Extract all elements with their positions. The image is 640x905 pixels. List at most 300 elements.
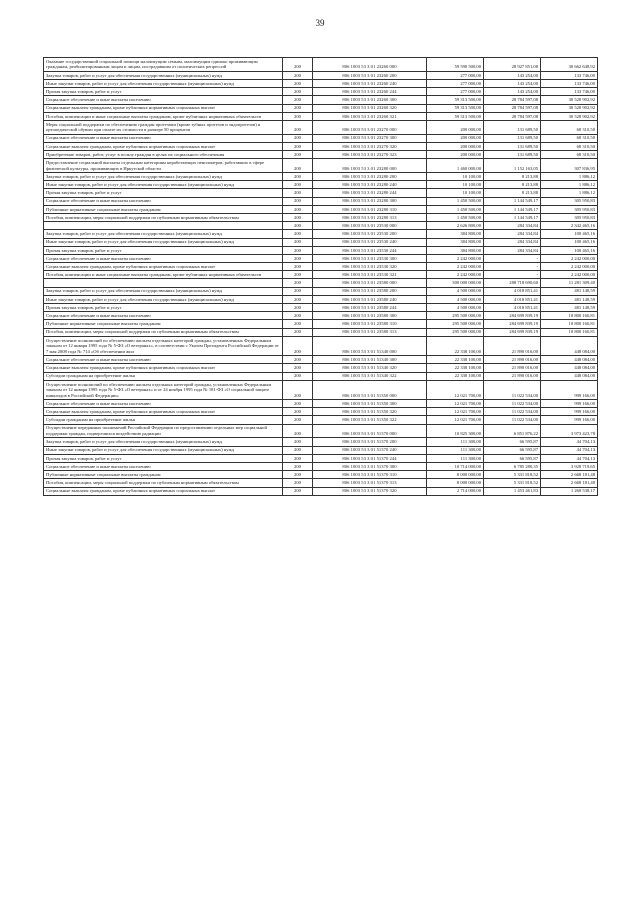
- row-kbk-cell: 806 1003 53 3 01 51340 320: [313, 364, 427, 372]
- row-code-cell: 200: [283, 400, 313, 408]
- row-code-cell: 200: [283, 79, 313, 87]
- row-plan-cell: 2 242 000,00: [427, 254, 484, 262]
- row-code-cell: 200: [283, 408, 313, 416]
- row-name-cell: Закупка товаров, работ и услуг для обеспечения государственных (муниципальных) нужд: [44, 71, 283, 79]
- row-code-cell: 200: [283, 142, 313, 150]
- row-rest-cell: 481 148,59: [541, 295, 598, 303]
- row-kbk-cell: 806 1003 53 3 01 51340 322: [313, 372, 427, 380]
- row-exec-cell: 28 784 597,08: [484, 96, 541, 104]
- row-rest-cell: 133 746,00: [541, 79, 598, 87]
- row-plan-cell: 12 021 700,00: [427, 380, 484, 399]
- row-code-cell: 200: [283, 463, 313, 471]
- table-row: [44, 380, 598, 399]
- row-exec-cell: 28 784 597,08: [484, 112, 541, 120]
- table-row: [44, 312, 598, 320]
- row-kbk-cell: 806 1003 53 3 01 23280 300: [313, 197, 427, 205]
- row-rest-cell: 11 281 309,40: [541, 279, 598, 287]
- table-row: [44, 487, 598, 495]
- table-row: [44, 295, 598, 303]
- row-rest-cell: 30 528 902,92: [541, 96, 598, 104]
- table-row: [44, 58, 598, 72]
- row-name-cell: Осуществление полномочий по обеспечению жильем отдельных категорий граждан, установленных Федеральным законом от 12 января 1995 года № 5-ФЗ «О ветеранах» и от 24 ноября 1995 года № 181-ФЗ «О социальной защите инвалидов в Российской Федерации»: [44, 380, 283, 399]
- table-row: [44, 230, 598, 238]
- row-exec-cell: 284 334,84: [484, 246, 541, 254]
- row-kbk-cell: 806 1003 53 3 01 23530 000: [313, 222, 427, 230]
- row-rest-cell: 305 950,83: [541, 213, 598, 221]
- row-name-cell: Пособия, компенсации, меры социальной поддержки по публичным нормативным обязательствам: [44, 213, 283, 221]
- row-plan-cell: 12 021 700,00: [427, 408, 484, 416]
- row-exec-cell: 1 144 549,17: [484, 205, 541, 213]
- row-kbk-cell: 806 1003 53 3 01 51370 310: [313, 471, 427, 479]
- row-rest-cell: 999 166,00: [541, 400, 598, 408]
- row-rest-cell: 3 973 423,78: [541, 424, 598, 438]
- table-row: [44, 88, 598, 96]
- table-row: [44, 173, 598, 181]
- row-kbk-cell: 806 1003 53 3 01 23530 240: [313, 238, 427, 246]
- row-rest-cell: 1 886,12: [541, 173, 598, 181]
- row-kbk-cell: 806 1003 53 3 01 23260 000: [313, 58, 427, 72]
- row-kbk-cell: 806 1003 53 3 01 23580 313: [313, 328, 427, 336]
- row-rest-cell: 448 084,00: [541, 336, 598, 355]
- row-exec-cell: 66 595,87: [484, 446, 541, 454]
- row-name-cell: Осуществление полномочий по обеспечению жильем отдельных категорий граждан, установленных Федеральным законом от 12 января 1995 года № 5-ФЗ «О ветеранах», в соответствии с Указом Президента Российской Федерации от 7 мая 2008 года № 714 «Об обеспечении жил: [44, 336, 283, 355]
- row-code-cell: 200: [283, 238, 313, 246]
- row-kbk-cell: 806 1003 53 3 01 23280 244: [313, 189, 427, 197]
- table-row: [44, 134, 598, 142]
- row-plan-cell: 111 300,00: [427, 454, 484, 462]
- row-kbk-cell: 806 1003 53 3 01 51370 313: [313, 479, 427, 487]
- row-rest-cell: 68 310,50: [541, 134, 598, 142]
- row-kbk-cell: 806 1003 53 3 01 51370 300: [313, 463, 427, 471]
- row-rest-cell: 999 166,00: [541, 380, 598, 399]
- table-row: [44, 446, 598, 454]
- row-exec-cell: 6 785 280,35: [484, 463, 541, 471]
- row-rest-cell: 2 668 181,48: [541, 479, 598, 487]
- row-code-cell: 200: [283, 134, 313, 142]
- row-kbk-cell: 806 1003 53 3 01 51370 000: [313, 424, 427, 438]
- row-rest-cell: 448 084,00: [541, 356, 598, 364]
- row-plan-cell: 59 590 500,00: [427, 58, 484, 72]
- row-exec-cell: 4 018 851,41: [484, 295, 541, 303]
- row-rest-cell: 44 704,13: [541, 454, 598, 462]
- row-code-cell: 200: [283, 487, 313, 495]
- row-plan-cell: 59 313 500,00: [427, 96, 484, 104]
- row-exec-cell: 284 334,84: [484, 230, 541, 238]
- row-name-cell: Социальные выплаты гражданам, кроме публичных нормативных социальных выплат: [44, 487, 283, 495]
- row-name-cell: Социальное обеспечение и иные выплаты населению: [44, 356, 283, 364]
- row-exec-cell: 21 890 016,00: [484, 364, 541, 372]
- row-name-cell: Публичные нормативные социальные выплаты гражданам: [44, 205, 283, 213]
- row-code-cell: 200: [283, 159, 313, 173]
- row-kbk-cell: 806 1003 53 3 01 51370 320: [313, 487, 427, 495]
- row-plan-cell: 12 021 700,00: [427, 400, 484, 408]
- table-row: [44, 181, 598, 189]
- row-plan-cell: 4 500 000,00: [427, 295, 484, 303]
- row-kbk-cell: 806 1003 53 3 01 51340 300: [313, 356, 427, 364]
- row-code-cell: 200: [283, 279, 313, 287]
- row-name-cell: Осуществление переданных полномочий Российской Федерации по предоставлению отдельных мер социальной поддержки граждан, подвергшихся воздействию радиации: [44, 424, 283, 438]
- table-row: [44, 205, 598, 213]
- row-name-cell: Социальные выплаты гражданам, кроме публичных нормативных социальных выплат: [44, 142, 283, 150]
- row-name-cell: Приобретение товаров, работ, услуг в пользу граждан в целях их социального обеспечения: [44, 151, 283, 159]
- row-plan-cell: 2 626 800,00: [427, 222, 484, 230]
- row-plan-cell: 200 000,00: [427, 142, 484, 150]
- row-code-cell: 200: [283, 312, 313, 320]
- row-kbk-cell: 806 1003 53 3 01 23530 300: [313, 254, 427, 262]
- row-exec-cell: 4 018 851,41: [484, 287, 541, 295]
- row-name-cell: Субсидии гражданам на приобретение жилья: [44, 372, 283, 380]
- row-name-cell: Социальное обеспечение и иные выплаты населению: [44, 463, 283, 471]
- row-rest-cell: 30 662 648,92: [541, 58, 598, 72]
- row-exec-cell: 5 331 818,52: [484, 471, 541, 479]
- row-exec-cell: 131 689,50: [484, 134, 541, 142]
- row-exec-cell: 288 718 690,60: [484, 279, 541, 287]
- row-name-cell: Иные закупки товаров, работ и услуг для обеспечения государственных (муниципальных) нужд: [44, 295, 283, 303]
- row-name-cell: Публичные нормативные социальные выплаты гражданам: [44, 320, 283, 328]
- row-kbk-cell: 806 1003 53 3 01 23270 323: [313, 151, 427, 159]
- row-rest-cell: 68 310,50: [541, 142, 598, 150]
- row-plan-cell: 200 000,00: [427, 120, 484, 134]
- table-row: [44, 320, 598, 328]
- row-rest-cell: 481 148,59: [541, 304, 598, 312]
- row-name-cell: Пособия, компенсации и иные социальные выплаты гражданам, кроме публичных нормативных обязательств: [44, 112, 283, 120]
- row-plan-cell: 12 021 700,00: [427, 416, 484, 424]
- table-row: [44, 197, 598, 205]
- row-code-cell: 200: [283, 471, 313, 479]
- row-kbk-cell: 806 1003 53 3 01 23530 321: [313, 271, 427, 279]
- row-plan-cell: 8 000 000,00: [427, 471, 484, 479]
- row-name-cell: Иные закупки товаров, работ и услуг для обеспечения государственных (муниципальных) нужд: [44, 181, 283, 189]
- table-row: [44, 238, 598, 246]
- table-row: [44, 416, 598, 424]
- row-exec-cell: 11 022 534,00: [484, 408, 541, 416]
- row-exec-cell: 1 152 163,05: [484, 159, 541, 173]
- row-exec-cell: 28 927 851,08: [484, 58, 541, 72]
- row-kbk-cell: 806 1003 53 3 01 51370 200: [313, 438, 427, 446]
- row-code-cell: 200: [283, 380, 313, 399]
- row-name-cell: Социальное обеспечение и иные выплаты населению: [44, 400, 283, 408]
- row-code-cell: 200: [283, 88, 313, 96]
- row-exec-cell: 8 213,88: [484, 173, 541, 181]
- row-name-cell: Прочая закупка товаров, работ и услуг: [44, 88, 283, 96]
- table-row: [44, 479, 598, 487]
- row-plan-cell: 111 300,00: [427, 446, 484, 454]
- row-rest-cell: 44 704,13: [541, 438, 598, 446]
- row-plan-cell: 1 450 500,00: [427, 197, 484, 205]
- row-name-cell: Пособия, компенсации, меры социальной поддержки по публичным нормативным обязательствам: [44, 479, 283, 487]
- row-rest-cell: 44 704,13: [541, 446, 598, 454]
- row-code-cell: 200: [283, 479, 313, 487]
- table-row: [44, 372, 598, 380]
- row-kbk-cell: 806 1003 53 3 01 23280 000: [313, 159, 427, 173]
- table-row: [44, 151, 598, 159]
- row-kbk-cell: 806 1003 53 3 01 23530 320: [313, 263, 427, 271]
- row-name-cell: Социальные выплаты гражданам, кроме публичных нормативных социальных выплат: [44, 104, 283, 112]
- row-code-cell: 200: [283, 416, 313, 424]
- row-kbk-cell: 806 1003 53 3 01 23530 244: [313, 246, 427, 254]
- table-row: [44, 336, 598, 355]
- table-row: [44, 189, 598, 197]
- row-rest-cell: 307 836,95: [541, 159, 598, 173]
- row-kbk-cell: 806 1003 53 3 01 23580 244: [313, 304, 427, 312]
- row-code-cell: 200: [283, 271, 313, 279]
- row-plan-cell: 1 450 500,00: [427, 205, 484, 213]
- row-plan-cell: 22 338 100,00: [427, 356, 484, 364]
- row-exec-cell: 8 213,88: [484, 189, 541, 197]
- row-plan-cell: 200 000,00: [427, 151, 484, 159]
- row-rest-cell: 2 342 465,16: [541, 222, 598, 230]
- row-name-cell: Закупка товаров, работ и услуг для обеспечения государственных (муниципальных) нужд: [44, 287, 283, 295]
- row-exec-cell: 5 331 818,52: [484, 479, 541, 487]
- table-row: [44, 438, 598, 446]
- table-body: [44, 58, 598, 496]
- row-exec-cell: 1 144 549,17: [484, 213, 541, 221]
- row-exec-cell: 11 022 534,00: [484, 416, 541, 424]
- row-name-cell: Закупка товаров, работ и услуг для обеспечения государственных (муниципальных) нужд: [44, 230, 283, 238]
- row-plan-cell: 384 800,00: [427, 230, 484, 238]
- row-name-cell: Социальное обеспечение и иные выплаты населению: [44, 197, 283, 205]
- row-kbk-cell: 806 1003 53 3 01 23280 313: [313, 213, 427, 221]
- table-row: [44, 263, 598, 271]
- row-exec-cell: 66 595,87: [484, 438, 541, 446]
- row-plan-cell: 10 100,00: [427, 173, 484, 181]
- row-name-cell: Меры социальной поддержки по обеспечению граждан протезами (кроме зубных протезов и эндопротезов) и ортопедической обувью при оплате их стоимости в размере 50 процентов: [44, 120, 283, 134]
- row-code-cell: 200: [283, 446, 313, 454]
- row-exec-cell: -: [484, 271, 541, 279]
- row-rest-cell: 1 886,12: [541, 189, 598, 197]
- table-row: [44, 222, 598, 230]
- row-plan-cell: 8 000 000,00: [427, 479, 484, 487]
- table-row: [44, 424, 598, 438]
- row-code-cell: 200: [283, 151, 313, 159]
- table-row: [44, 254, 598, 262]
- row-exec-cell: 21 890 016,00: [484, 372, 541, 380]
- row-exec-cell: 284 334,84: [484, 222, 541, 230]
- row-kbk-cell: 806 1003 53 3 01 23260 300: [313, 96, 427, 104]
- row-name-cell: Публичные нормативные социальные выплаты гражданам: [44, 471, 283, 479]
- row-rest-cell: 305 950,83: [541, 197, 598, 205]
- row-plan-cell: 295 500 000,00: [427, 320, 484, 328]
- row-rest-cell: 1 260 538,17: [541, 487, 598, 495]
- row-kbk-cell: 806 1003 53 3 01 51370 240: [313, 446, 427, 454]
- table-row: [44, 271, 598, 279]
- row-name-cell: Оказание государственной социальной помощи малоимущим семьям, малоимущим одиноко проживающим гражданам, реабилитированным лицам и лицам, пострадавшим от политических репрессий: [44, 58, 283, 72]
- row-code-cell: 200: [283, 104, 313, 112]
- row-plan-cell: 10 100,00: [427, 181, 484, 189]
- table-row: [44, 71, 598, 79]
- row-rest-cell: 30 528 902,92: [541, 112, 598, 120]
- row-name-cell: Социальные выплаты гражданам, кроме публичных нормативных социальных выплат: [44, 263, 283, 271]
- row-exec-cell: 1 453 461,83: [484, 487, 541, 495]
- row-rest-cell: 2 242 000,00: [541, 271, 598, 279]
- row-name-cell: Прочая закупка товаров, работ и услуг: [44, 189, 283, 197]
- row-exec-cell: 8 213,88: [484, 181, 541, 189]
- table-row: [44, 364, 598, 372]
- row-code-cell: 200: [283, 454, 313, 462]
- row-plan-cell: 22 338 100,00: [427, 372, 484, 380]
- table-row: [44, 159, 598, 173]
- row-plan-cell: 1 450 500,00: [427, 213, 484, 221]
- row-exec-cell: 143 254,00: [484, 79, 541, 87]
- row-code-cell: 200: [283, 58, 313, 72]
- row-name-cell: Пособия, компенсации и иные социальные выплаты гражданам, кроме публичных нормативных обязательств: [44, 271, 283, 279]
- row-code-cell: 200: [283, 112, 313, 120]
- row-exec-cell: 284 699 839,19: [484, 328, 541, 336]
- row-code-cell: 200: [283, 372, 313, 380]
- row-code-cell: 200: [283, 173, 313, 181]
- row-name-cell: Прочая закупка товаров, работ и услуг: [44, 454, 283, 462]
- row-name-cell: Социальные выплаты гражданам, кроме публичных нормативных социальных выплат: [44, 364, 283, 372]
- row-code-cell: 200: [283, 320, 313, 328]
- row-kbk-cell: 806 1003 53 3 01 23270 000: [313, 120, 427, 134]
- table-row: [44, 287, 598, 295]
- row-plan-cell: 4 500 000,00: [427, 287, 484, 295]
- row-kbk-cell: 806 1003 53 3 01 23260 200: [313, 71, 427, 79]
- row-code-cell: 200: [283, 424, 313, 438]
- row-plan-cell: 59 313 500,00: [427, 112, 484, 120]
- row-plan-cell: 2 714 000,00: [427, 487, 484, 495]
- row-name-cell: Прочая закупка товаров, работ и услуг: [44, 304, 283, 312]
- table-row: [44, 79, 598, 87]
- row-rest-cell: 10 800 160,81: [541, 320, 598, 328]
- row-code-cell: 200: [283, 254, 313, 262]
- table-row: [44, 112, 598, 120]
- row-exec-cell: 1 144 549,17: [484, 197, 541, 205]
- table-row: [44, 328, 598, 336]
- row-plan-cell: 384 800,00: [427, 246, 484, 254]
- row-kbk-cell: 806 1003 53 3 01 23270 300: [313, 134, 427, 142]
- row-code-cell: 200: [283, 304, 313, 312]
- row-rest-cell: 2 242 000,00: [541, 263, 598, 271]
- row-exec-cell: 143 254,00: [484, 71, 541, 79]
- row-rest-cell: 2 242 000,00: [541, 254, 598, 262]
- table-row: [44, 471, 598, 479]
- row-kbk-cell: 806 1003 53 3 01 23580 300: [313, 312, 427, 320]
- row-name-cell: Предоставление социальной выплаты отдельным категориям неработающих пенсионеров, работавших в сфере физической культуры, проживающих в Иркутской области: [44, 159, 283, 173]
- row-code-cell: 200: [283, 336, 313, 355]
- row-name-cell: Иные закупки товаров, работ и услуг для обеспечения государственных (муниципальных) нужд: [44, 446, 283, 454]
- row-plan-cell: 277 000,00: [427, 79, 484, 87]
- row-kbk-cell: 806 1003 53 3 01 23530 200: [313, 230, 427, 238]
- row-code-cell: 200: [283, 328, 313, 336]
- row-kbk-cell: 806 1003 53 3 01 51350 320: [313, 408, 427, 416]
- row-kbk-cell: 806 1003 53 3 01 23260 321: [313, 112, 427, 120]
- row-plan-cell: 10 100,00: [427, 189, 484, 197]
- row-code-cell: 200: [283, 181, 313, 189]
- row-plan-cell: 295 500 000,00: [427, 328, 484, 336]
- row-kbk-cell: 806 1003 53 3 01 23580 200: [313, 287, 427, 295]
- row-name-cell: Социальное обеспечение и иные выплаты населению: [44, 254, 283, 262]
- row-kbk-cell: 806 1003 53 3 01 23280 240: [313, 181, 427, 189]
- row-code-cell: 200: [283, 197, 313, 205]
- row-exec-cell: 28 784 597,08: [484, 104, 541, 112]
- row-kbk-cell: 806 1003 53 3 01 51370 244: [313, 454, 427, 462]
- row-rest-cell: 10 800 160,81: [541, 328, 598, 336]
- row-exec-cell: 284 334,84: [484, 238, 541, 246]
- row-kbk-cell: 806 1003 53 3 01 51340 000: [313, 336, 427, 355]
- row-kbk-cell: 806 1003 53 3 01 23580 000: [313, 279, 427, 287]
- row-rest-cell: 1 886,12: [541, 181, 598, 189]
- table-row: [44, 304, 598, 312]
- row-exec-cell: 21 890 016,00: [484, 336, 541, 355]
- row-plan-cell: 277 000,00: [427, 88, 484, 96]
- row-rest-cell: 100 465,16: [541, 238, 598, 246]
- row-rest-cell: 481 148,59: [541, 287, 598, 295]
- row-exec-cell: 11 022 534,00: [484, 380, 541, 399]
- row-code-cell: 200: [283, 120, 313, 134]
- row-rest-cell: 448 084,00: [541, 372, 598, 380]
- row-code-cell: 200: [283, 205, 313, 213]
- row-kbk-cell: 806 1003 53 3 01 51350 300: [313, 400, 427, 408]
- row-exec-cell: 131 689,50: [484, 142, 541, 150]
- row-code-cell: 200: [283, 438, 313, 446]
- row-exec-cell: 21 890 016,00: [484, 356, 541, 364]
- table-row: [44, 408, 598, 416]
- row-plan-cell: 277 000,00: [427, 71, 484, 79]
- row-code-cell: 200: [283, 246, 313, 254]
- row-kbk-cell: 806 1003 53 3 01 51350 322: [313, 416, 427, 424]
- table-row: [44, 142, 598, 150]
- row-rest-cell: 999 166,00: [541, 416, 598, 424]
- row-rest-cell: 305 950,83: [541, 205, 598, 213]
- row-name-cell: Прочая закупка товаров, работ и услуг: [44, 246, 283, 254]
- row-rest-cell: 100 465,16: [541, 246, 598, 254]
- row-rest-cell: 100 465,16: [541, 230, 598, 238]
- row-exec-cell: 131 689,50: [484, 120, 541, 134]
- row-exec-cell: 131 689,50: [484, 151, 541, 159]
- row-name-cell: Социальное обеспечение и иные выплаты населению: [44, 134, 283, 142]
- table-row: [44, 279, 598, 287]
- row-rest-cell: 2 668 181,48: [541, 471, 598, 479]
- row-exec-cell: 66 595,87: [484, 454, 541, 462]
- row-code-cell: 200: [283, 263, 313, 271]
- row-plan-cell: 384 800,00: [427, 238, 484, 246]
- table-row: [44, 356, 598, 364]
- row-kbk-cell: 806 1003 53 3 01 23270 320: [313, 142, 427, 150]
- table-row: [44, 104, 598, 112]
- row-rest-cell: 10 800 160,81: [541, 312, 598, 320]
- row-rest-cell: 999 166,00: [541, 408, 598, 416]
- row-rest-cell: 68 310,50: [541, 151, 598, 159]
- row-name-cell: Социальное обеспечение и иные выплаты населению: [44, 312, 283, 320]
- row-kbk-cell: 806 1003 53 3 01 23260 240: [313, 79, 427, 87]
- row-plan-cell: 4 500 000,00: [427, 304, 484, 312]
- row-plan-cell: 2 242 000,00: [427, 263, 484, 271]
- budget-execution-table: [43, 57, 598, 496]
- row-plan-cell: 1 460 000,00: [427, 159, 484, 173]
- row-name-cell: [44, 279, 283, 287]
- row-exec-cell: -: [484, 263, 541, 271]
- row-name-cell: Пособия, компенсации, меры социальной поддержки по публичным нормативным обязательствам: [44, 328, 283, 336]
- row-plan-cell: 22 338 100,00: [427, 336, 484, 355]
- table-row: [44, 96, 598, 104]
- row-rest-cell: 133 746,00: [541, 71, 598, 79]
- row-plan-cell: 295 500 000,00: [427, 312, 484, 320]
- row-code-cell: 200: [283, 71, 313, 79]
- row-kbk-cell: 806 1003 53 3 01 23580 310: [313, 320, 427, 328]
- table-row: [44, 213, 598, 221]
- row-plan-cell: 59 313 500,00: [427, 104, 484, 112]
- row-plan-cell: 10 714 000,00: [427, 463, 484, 471]
- row-name-cell: Социальные выплаты гражданам, кроме публичных нормативных социальных выплат: [44, 408, 283, 416]
- row-rest-cell: 133 746,00: [541, 88, 598, 96]
- table-row: [44, 454, 598, 462]
- row-name-cell: Социальное обеспечение и иные выплаты населению: [44, 96, 283, 104]
- row-name-cell: Иные закупки товаров, работ и услуг для обеспечения государственных (муниципальных) нужд: [44, 238, 283, 246]
- row-rest-cell: 3 928 719,65: [541, 463, 598, 471]
- row-code-cell: 200: [283, 230, 313, 238]
- row-kbk-cell: 806 1003 53 3 01 23280 200: [313, 173, 427, 181]
